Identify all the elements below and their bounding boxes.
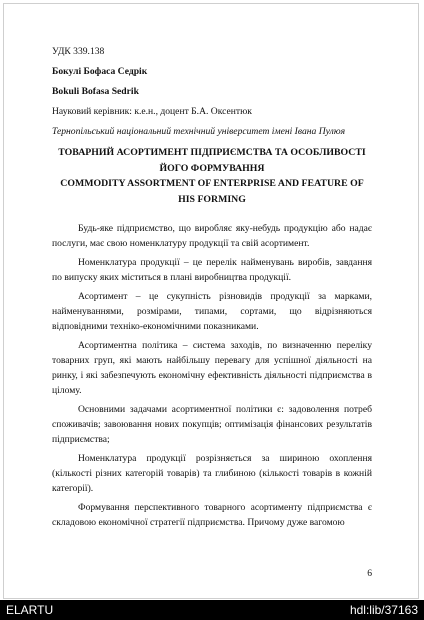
affiliation: Тернопільський національний технічний університет імені Івана Пулюя [52,126,346,137]
title-ua-line-2: ЙОГО ФОРМУВАННЯ [159,162,265,174]
author-ua: Бокулі Бофаса Седрік [52,66,148,77]
title-ua-line-1: ТОВАРНИЙ АСОРТИМЕНТ ПІДПРИЄМСТВА ТА ОСОБЛИВОСТІ [58,147,366,158]
paper-page [52,44,372,534]
paragraph: Основними задачами асортиментної політики є: задоволення потреб споживачів; завоювання нових покупців; оптимізація фінансових результатів підприємства; [52,404,372,445]
page-number: 6 [367,568,372,579]
body-text [52,221,372,530]
supervisor: Науковий керівник: к.е.н., доцент Б.А. Оксентюк [52,106,252,117]
handle-link[interactable]: hdl:lib/37163 [349,603,418,617]
repository-name: ELARTU [6,603,54,617]
udc-code: УДК 339.138 [52,46,105,57]
paragraph: Будь-яке підприємство, що виробляє яку-небудь продукцію або надає послуги, має свою номенклатуру продукції та свій асортимент. [52,223,372,249]
title-en-line-2: HIS FORMING [178,193,246,205]
repository-footer [0,600,424,620]
paragraph: Формування перспективного товарного асортименту підприємства є складовою економічної стратегії підприємства. Причому дуже вагомою [52,502,372,528]
paragraph: Номенклатура продукції розрізняється за шириною охоплення (кількості різних категорій товарів) та глибиною (кількості товарів в кожній категорії). [52,453,372,494]
paragraph: Асортиментна політика – система заходів, по визначенню переліку товарних груп, які мають найбільшу перевагу для успішної діяльності на ринку, і які забезпечують економічну ефективність діяльності підприємства в цілому. [52,340,372,396]
author-en: Bokuli Bofasa Sedrik [52,86,139,97]
paragraph: Номенклатура продукції – це перелік найменувань виробів, завдання по випуску яких міститься в плані виробництва продукції. [52,257,372,283]
title-en-line-1: COMMODITY ASSORTMENT OF ENTERPRISE AND FEATURE OF [60,178,364,189]
paragraph: Асортимент – це сукупність різновидів продукції за марками, найменуваннями, розмірами, типами, сортами, що відрізняються відповідними техніко-економічними показниками. [52,291,372,332]
